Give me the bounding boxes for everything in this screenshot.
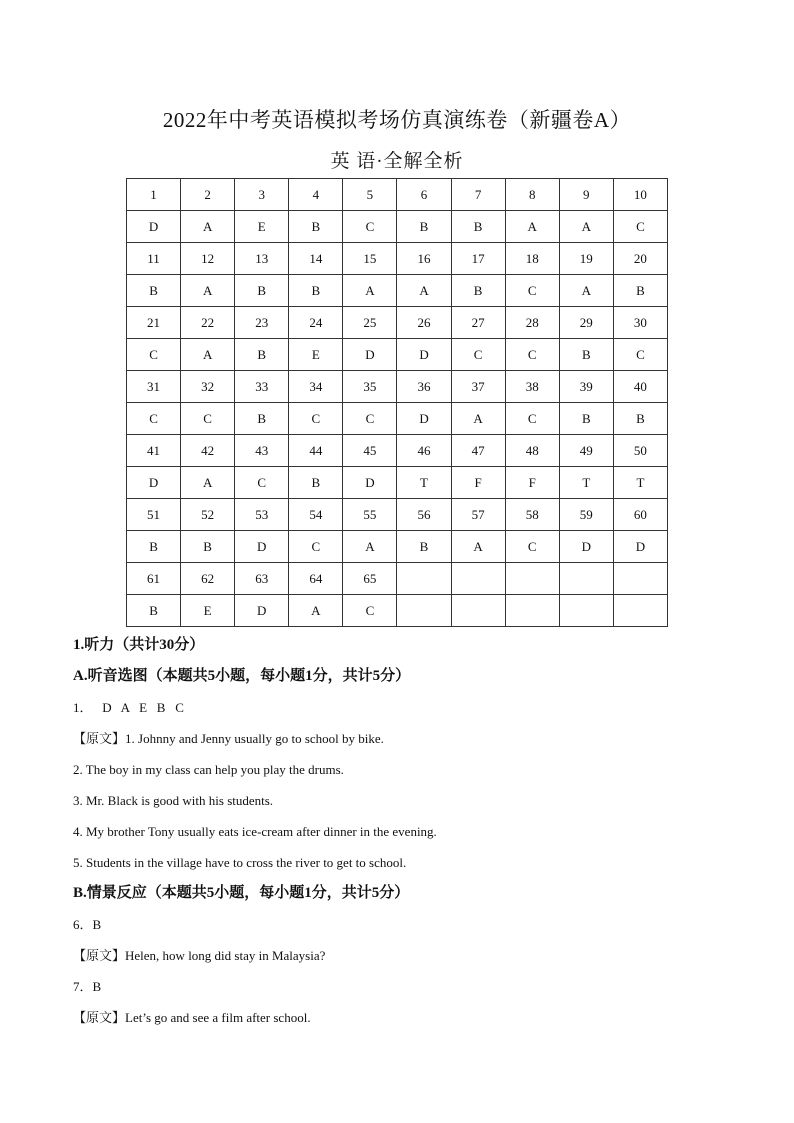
question-number-cell: 50	[613, 435, 667, 467]
question-number-cell: 4	[289, 179, 343, 211]
question-number-cell	[451, 563, 505, 595]
question-number-cell: 24	[289, 307, 343, 339]
answer-cell: D	[343, 339, 397, 371]
question-number-cell: 39	[559, 371, 613, 403]
question-number-row	[127, 499, 668, 531]
question-number-row	[127, 435, 668, 467]
question-number-cell: 12	[181, 243, 235, 275]
answer-cell: A	[343, 275, 397, 307]
question-number-row	[127, 371, 668, 403]
question-number-cell: 56	[397, 499, 451, 531]
question-number-cell: 60	[613, 499, 667, 531]
answer-cell: C	[505, 275, 559, 307]
question-number-cell: 8	[505, 179, 559, 211]
answer-cell: B	[613, 403, 667, 435]
answer-cell: C	[235, 467, 289, 499]
question-number-cell: 65	[343, 563, 397, 595]
question-number-row	[127, 243, 668, 275]
question-number-cell: 32	[181, 371, 235, 403]
question-number-cell: 37	[451, 371, 505, 403]
answer-cell: A	[451, 531, 505, 563]
answer-cell: F	[505, 467, 559, 499]
answer-cell: D	[127, 467, 181, 499]
answer-cell: T	[613, 467, 667, 499]
answer-cell: C	[127, 403, 181, 435]
answer-cell: B	[235, 275, 289, 307]
answer-cell: C	[613, 339, 667, 371]
answer-cell: B	[235, 403, 289, 435]
answer-cell: A	[181, 275, 235, 307]
question-number-cell: 31	[127, 371, 181, 403]
answer-cell: B	[289, 467, 343, 499]
answer-cell: D	[235, 531, 289, 563]
answer-cell: A	[181, 467, 235, 499]
question-number-cell: 2	[181, 179, 235, 211]
question-number-cell: 15	[343, 243, 397, 275]
answer-cell: D	[127, 211, 181, 243]
question-number-cell: 54	[289, 499, 343, 531]
answer-cell: F	[451, 467, 505, 499]
question-number-cell: 9	[559, 179, 613, 211]
question-number-cell: 34	[289, 371, 343, 403]
question-number-cell: 25	[343, 307, 397, 339]
question-number-cell: 17	[451, 243, 505, 275]
question-number-cell: 38	[505, 371, 559, 403]
answer-row	[127, 211, 668, 243]
script-line	[73, 754, 733, 785]
question-number-cell: 3	[235, 179, 289, 211]
question-number-cell: 28	[505, 307, 559, 339]
script-line	[73, 785, 733, 816]
question-number-row	[127, 563, 668, 595]
script-tag: 【原文】	[73, 949, 126, 964]
answer-key-table	[126, 178, 668, 627]
question-number-cell: 63	[235, 563, 289, 595]
answer-cell: C	[505, 339, 559, 371]
answer-cell: B	[397, 211, 451, 243]
part-a-answers: 1． D A E B C	[73, 700, 184, 715]
answer-cell: B	[613, 275, 667, 307]
question-number-cell: 14	[289, 243, 343, 275]
question-number-cell	[505, 563, 559, 595]
answer-cell: C	[505, 531, 559, 563]
question-number-cell: 41	[127, 435, 181, 467]
question-number-cell: 59	[559, 499, 613, 531]
question-number-cell: 52	[181, 499, 235, 531]
answer-cell: E	[235, 211, 289, 243]
answer-cell: D	[613, 531, 667, 563]
part-a-heading: A.听音选图（本题共5小题，每小题1分，共计5分）	[73, 668, 411, 684]
question-number-cell: 42	[181, 435, 235, 467]
question-number-cell: 5	[343, 179, 397, 211]
answer-cell: B	[451, 211, 505, 243]
answer-cell: C	[181, 403, 235, 435]
question-number-cell: 11	[127, 243, 181, 275]
question-number-cell: 53	[235, 499, 289, 531]
answer-cell: C	[127, 339, 181, 371]
question-number-cell: 51	[127, 499, 181, 531]
question-number-cell: 1	[127, 179, 181, 211]
question-number-cell: 36	[397, 371, 451, 403]
answer-cell: T	[397, 467, 451, 499]
question-number-cell: 18	[505, 243, 559, 275]
q6-answer: 6．B	[73, 917, 102, 932]
answer-cell	[505, 595, 559, 627]
q6-script-line	[73, 940, 733, 971]
answer-cell: A	[397, 275, 451, 307]
part-b-heading: B.情景反应（本题共5小题，每小题1分，共计5分）	[73, 885, 410, 901]
answer-row	[127, 339, 668, 371]
question-number-cell	[613, 563, 667, 595]
answer-cell: B	[127, 275, 181, 307]
question-number-cell: 45	[343, 435, 397, 467]
script-line	[73, 723, 733, 754]
answer-cell: A	[181, 339, 235, 371]
answer-cell: B	[559, 403, 613, 435]
answer-cell: C	[289, 531, 343, 563]
question-number-cell: 10	[613, 179, 667, 211]
question-number-cell: 26	[397, 307, 451, 339]
question-number-cell: 7	[451, 179, 505, 211]
question-number-cell: 33	[235, 371, 289, 403]
question-number-cell: 61	[127, 563, 181, 595]
question-number-cell: 44	[289, 435, 343, 467]
question-number-cell: 43	[235, 435, 289, 467]
answer-cell: A	[505, 211, 559, 243]
q7-script-line	[73, 1002, 733, 1033]
question-number-row	[127, 307, 668, 339]
answer-cell: T	[559, 467, 613, 499]
answer-cell: A	[289, 595, 343, 627]
question-number-cell: 21	[127, 307, 181, 339]
answer-cell: C	[343, 403, 397, 435]
question-number-cell: 49	[559, 435, 613, 467]
script-text: 4. My brother Tony usually eats ice-cream after dinner in the evening.	[73, 824, 437, 839]
answer-cell: D	[343, 467, 397, 499]
question-number-cell	[397, 563, 451, 595]
question-number-cell: 22	[181, 307, 235, 339]
question-number-cell: 16	[397, 243, 451, 275]
script-text: Helen, how long did stay in Malaysia?	[125, 948, 326, 963]
script-text: 3. Mr. Black is good with his students.	[73, 793, 274, 808]
answer-cell: A	[559, 211, 613, 243]
answer-row	[127, 467, 668, 499]
question-number-cell: 13	[235, 243, 289, 275]
answer-cell	[559, 595, 613, 627]
answer-cell: C	[343, 595, 397, 627]
answer-cell: A	[559, 275, 613, 307]
question-number-cell: 55	[343, 499, 397, 531]
question-number-cell: 48	[505, 435, 559, 467]
answer-cell	[451, 595, 505, 627]
question-number-cell: 64	[289, 563, 343, 595]
script-line	[73, 847, 733, 878]
question-number-cell: 29	[559, 307, 613, 339]
question-number-cell: 58	[505, 499, 559, 531]
question-number-cell: 6	[397, 179, 451, 211]
question-number-cell	[559, 563, 613, 595]
answer-cell: B	[397, 531, 451, 563]
question-number-cell: 19	[559, 243, 613, 275]
answer-cell: A	[181, 211, 235, 243]
answer-cell: C	[451, 339, 505, 371]
explanation-content	[73, 630, 733, 1033]
script-text: 1. Johnny and Jenny usually go to school by bike.	[125, 731, 384, 746]
document-subtitle: 英 语·全解全析	[330, 151, 464, 172]
document-title: 2022年中考英语模拟考场仿真演练卷（新疆卷A）	[162, 108, 632, 132]
answer-row	[127, 595, 668, 627]
script-text: Let’s go and see a film after school.	[125, 1010, 311, 1025]
answer-cell: B	[289, 275, 343, 307]
script-tag: 【原文】	[73, 1011, 126, 1026]
question-number-cell: 62	[181, 563, 235, 595]
answer-row	[127, 403, 668, 435]
answer-row	[127, 531, 668, 563]
answer-cell	[613, 595, 667, 627]
answer-cell: D	[559, 531, 613, 563]
question-number-cell: 23	[235, 307, 289, 339]
question-number-cell: 57	[451, 499, 505, 531]
script-text: 2. The boy in my class can help you play the drums.	[73, 762, 344, 777]
answer-cell	[397, 595, 451, 627]
answer-cell: D	[235, 595, 289, 627]
answer-cell: B	[451, 275, 505, 307]
answer-cell: D	[397, 403, 451, 435]
answer-cell: C	[289, 403, 343, 435]
script-text: 5. Students in the village have to cross the river to get to school.	[73, 855, 407, 870]
answer-cell: B	[235, 339, 289, 371]
listening-heading: 1.听力（共计30分）	[73, 637, 205, 653]
answer-cell: B	[559, 339, 613, 371]
answer-cell: C	[613, 211, 667, 243]
answer-cell: B	[289, 211, 343, 243]
question-number-cell: 35	[343, 371, 397, 403]
question-number-row	[127, 179, 668, 211]
script-tag: 【原文】	[73, 732, 126, 747]
answer-cell: D	[397, 339, 451, 371]
answer-cell: B	[181, 531, 235, 563]
answer-cell: B	[127, 595, 181, 627]
question-number-cell: 46	[397, 435, 451, 467]
answer-cell: E	[181, 595, 235, 627]
answer-cell: B	[127, 531, 181, 563]
answer-cell: C	[343, 211, 397, 243]
answer-cell: E	[289, 339, 343, 371]
question-number-cell: 47	[451, 435, 505, 467]
q7-answer: 7．B	[73, 979, 102, 994]
answer-cell: C	[505, 403, 559, 435]
script-line	[73, 816, 733, 847]
question-number-cell: 30	[613, 307, 667, 339]
question-number-cell: 40	[613, 371, 667, 403]
question-number-cell: 27	[451, 307, 505, 339]
answer-row	[127, 275, 668, 307]
answer-cell: A	[451, 403, 505, 435]
question-number-cell: 20	[613, 243, 667, 275]
answer-cell: A	[343, 531, 397, 563]
